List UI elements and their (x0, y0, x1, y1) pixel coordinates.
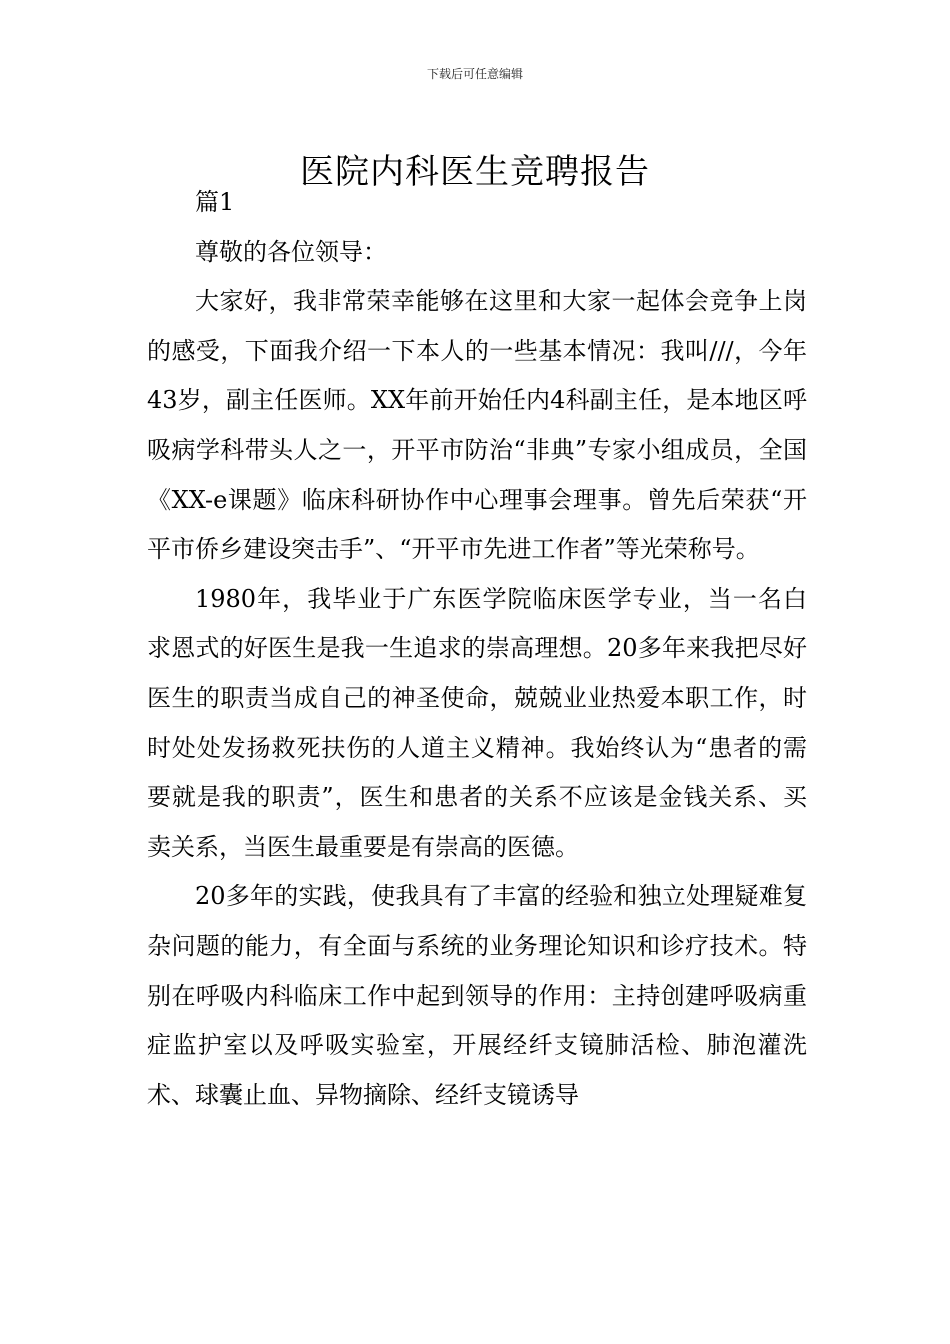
document-title: 医院内科医生竞聘报告 (300, 151, 650, 192)
document-body (147, 178, 807, 1120)
paragraph-intro: 大家好，我非常荣幸能够在这里和大家一起体会竞争上岗的感受，下面我介绍一下本人的一些基本情况：我叫///，今年43岁，副主任医师。XX年前开始任内4科副主任，是本地区呼吸病学科带头人之一，开平市防治“非典”专家小组成员，全国《XX-e课题》临床科研协作中心理事会理事。曾先后荣获“开平市侨乡建设突击手”、“开平市先进工作者”等光荣称号。 (147, 287, 807, 564)
salutation: 尊敬的各位领导： (195, 237, 387, 266)
header-note: 下载后可任意编辑 (426, 67, 523, 81)
paragraph-experience: 20多年的实践，使我具有了丰富的经验和独立处理疑难复杂问题的能力，有全面与系统的业务理论知识和诊疗技术。特别在呼吸内科临床工作中起到领导的作用：主持创建呼吸病重症监护室以及呼吸实验室，开展经纤支镜肺活检、肺泡灌洗术、球囊止血、异物摘除、经纤支镜诱导 (147, 882, 807, 1109)
paragraph-education: 1980年，我毕业于广东医学院临床医学专业，当一名白求恩式的好医生是我一生追求的崇高理想。20多年来我把尽好医生的职责当成自己的神圣使命，兢兢业业热爱本职工作，时时处处发扬救死扶伤的人道主义精神。我始终认为“患者的需要就是我的职责”，医生和患者的关系不应该是金钱关系、买卖关系，当医生最重要是有崇高的医德。 (147, 584, 807, 861)
section-label: 篇1 (195, 188, 235, 216)
